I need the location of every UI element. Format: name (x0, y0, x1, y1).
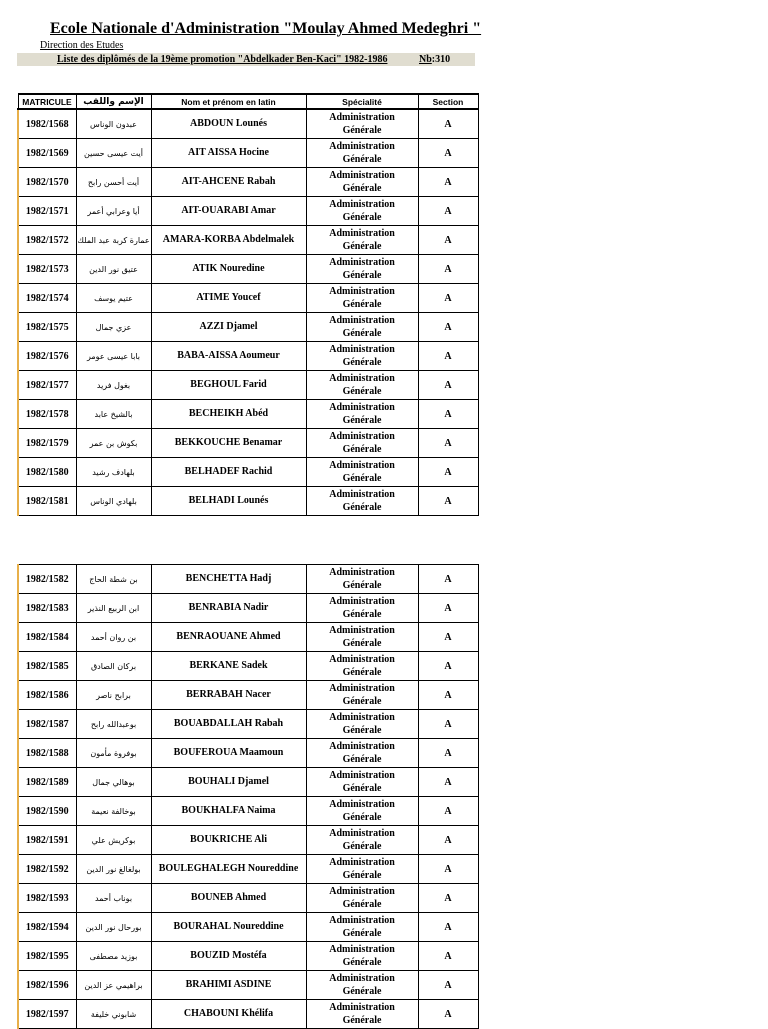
specialite-line-1: Administration (329, 712, 395, 723)
specialite-cell (306, 855, 418, 884)
specialite-line-1: Administration (329, 286, 395, 297)
latin-name-cell: BOUFEROUA Maamoun (151, 739, 306, 768)
specialite-line-1: Administration (329, 199, 395, 210)
latin-name-cell: BEGHOUL Farid (151, 371, 306, 400)
latin-name-cell: BOULEGHALEGH Noureddine (151, 855, 306, 884)
table-header-row (18, 94, 478, 109)
arabic-name-cell: بن روان أحمد (76, 623, 151, 652)
table-row (18, 1000, 478, 1029)
latin-name-cell: BOUABDALLAH Rabah (151, 710, 306, 739)
table-body-part-1 (18, 109, 478, 516)
specialite-line-2: Générale (342, 899, 382, 910)
table-row (18, 739, 478, 768)
arabic-name-cell: بوكريش علي (76, 826, 151, 855)
specialite-line-1: Administration (329, 683, 395, 694)
specialite-cell (306, 284, 418, 313)
specialite-cell (306, 313, 418, 342)
arabic-name-cell: عتيم يوسف (76, 284, 151, 313)
table-row (18, 826, 478, 855)
specialite-cell (306, 942, 418, 971)
specialite-line-1: Administration (329, 170, 395, 181)
arabic-name-cell: برابح ناصر (76, 681, 151, 710)
specialite-line-2: Générale (342, 580, 382, 591)
section-cell: A (418, 565, 478, 594)
matricule-cell: 1982/1588 (18, 739, 76, 768)
specialite-line-2: Générale (342, 415, 382, 426)
section-cell: A (418, 109, 478, 139)
table-row (18, 313, 478, 342)
latin-name-cell: AIT-OUARABI Amar (151, 197, 306, 226)
specialite-line-1: Administration (329, 828, 395, 839)
table-row (18, 139, 478, 168)
specialite-line-1: Administration (329, 257, 395, 268)
arabic-name-cell: بوخالفة نعيمة (76, 797, 151, 826)
latin-name-cell: BOUKRICHE Ali (151, 826, 306, 855)
arabic-name-cell: بورحال نور الدين (76, 913, 151, 942)
specialite-line-2: Générale (342, 812, 382, 823)
latin-name-cell: BENCHETTA Hadj (151, 565, 306, 594)
latin-name-cell: CHABOUNI Khélifa (151, 1000, 306, 1029)
matricule-cell: 1982/1574 (18, 284, 76, 313)
section-cell: A (418, 594, 478, 623)
specialite-line-1: Administration (329, 857, 395, 868)
latin-name-cell: ATIK Nouredine (151, 255, 306, 284)
section-cell: A (418, 139, 478, 168)
matricule-cell: 1982/1596 (18, 971, 76, 1000)
section-cell: A (418, 797, 478, 826)
column-header-matricule: MATRICULE (18, 94, 76, 109)
section-cell: A (418, 623, 478, 652)
latin-name-cell: AZZI Djamel (151, 313, 306, 342)
specialite-cell (306, 768, 418, 797)
specialite-cell (306, 565, 418, 594)
latin-name-cell: BABA-AISSA Aoumeur (151, 342, 306, 371)
graduates-table-part-1 (17, 93, 479, 516)
table-row (18, 284, 478, 313)
specialite-line-2: Générale (342, 125, 382, 136)
specialite-line-2: Générale (342, 841, 382, 852)
section-cell: A (418, 710, 478, 739)
table-row (18, 884, 478, 913)
matricule-cell: 1982/1583 (18, 594, 76, 623)
arabic-name-cell: بابا عيسى عومر (76, 342, 151, 371)
section-cell: A (418, 768, 478, 797)
specialite-line-2: Générale (342, 638, 382, 649)
matricule-cell: 1982/1570 (18, 168, 76, 197)
matricule-cell: 1982/1585 (18, 652, 76, 681)
arabic-name-cell: بلهادي الوناس (76, 487, 151, 516)
specialite-line-2: Générale (342, 725, 382, 736)
arabic-name-cell: بغول فريد (76, 371, 151, 400)
table-row (18, 942, 478, 971)
specialite-cell (306, 826, 418, 855)
arabic-name-cell: بوهالي جمال (76, 768, 151, 797)
specialite-cell (306, 226, 418, 255)
table-row (18, 913, 478, 942)
specialite-line-1: Administration (329, 1002, 395, 1013)
section-cell: A (418, 681, 478, 710)
specialite-line-2: Générale (342, 609, 382, 620)
matricule-cell: 1982/1594 (18, 913, 76, 942)
arabic-name-cell: بركان الصادق (76, 652, 151, 681)
specialite-cell (306, 623, 418, 652)
specialite-line-1: Administration (329, 112, 395, 123)
specialite-line-2: Générale (342, 328, 382, 339)
section-cell: A (418, 168, 478, 197)
specialite-line-2: Générale (342, 667, 382, 678)
arabic-name-cell: أيت أحسن رابح (76, 168, 151, 197)
table-row (18, 797, 478, 826)
specialite-line-1: Administration (329, 741, 395, 752)
table-row (18, 400, 478, 429)
arabic-name-cell: بولغالغ نور الدين (76, 855, 151, 884)
matricule-cell: 1982/1595 (18, 942, 76, 971)
section-cell: A (418, 1000, 478, 1029)
arabic-name-cell: عزي جمال (76, 313, 151, 342)
table-row (18, 855, 478, 884)
specialite-cell (306, 884, 418, 913)
arabic-name-cell: أيت عيسى حسين (76, 139, 151, 168)
graduates-table-part-2 (17, 564, 479, 1029)
document-title: Ecole Nationale d'Administration "Moulay Ahmed Medeghri " (50, 20, 482, 37)
specialite-line-1: Administration (329, 567, 395, 578)
specialite-line-2: Générale (342, 928, 382, 939)
column-header-latin-name: Nom et prénom en latin (151, 94, 306, 109)
matricule-cell: 1982/1589 (18, 768, 76, 797)
latin-name-cell: BRAHIMI ASDINE (151, 971, 306, 1000)
matricule-cell: 1982/1587 (18, 710, 76, 739)
table-row (18, 109, 478, 139)
specialite-cell (306, 109, 418, 139)
arabic-name-cell: بن شطة الحاج (76, 565, 151, 594)
matricule-cell: 1982/1577 (18, 371, 76, 400)
arabic-name-cell: بكوش بن عمر (76, 429, 151, 458)
specialite-line-2: Générale (342, 212, 382, 223)
specialite-cell (306, 168, 418, 197)
specialite-cell (306, 487, 418, 516)
specialite-cell (306, 971, 418, 1000)
table-row (18, 429, 478, 458)
specialite-line-2: Générale (342, 386, 382, 397)
specialite-line-1: Administration (329, 460, 395, 471)
specialite-cell (306, 710, 418, 739)
table-row (18, 342, 478, 371)
latin-name-cell: AIT AISSA Hocine (151, 139, 306, 168)
table-row (18, 458, 478, 487)
direction-label: Direction des Etudes (40, 40, 124, 51)
specialite-line-2: Générale (342, 444, 382, 455)
matricule-cell: 1982/1586 (18, 681, 76, 710)
specialite-line-1: Administration (329, 625, 395, 636)
specialite-cell (306, 739, 418, 768)
matricule-cell: 1982/1569 (18, 139, 76, 168)
arabic-name-cell: شابوني خليفة (76, 1000, 151, 1029)
latin-name-cell: ATIME Youcef (151, 284, 306, 313)
latin-name-cell: BELHADI Lounés (151, 487, 306, 516)
specialite-line-1: Administration (329, 344, 395, 355)
section-cell: A (418, 226, 478, 255)
specialite-cell (306, 139, 418, 168)
table-row (18, 623, 478, 652)
latin-name-cell: AIT-AHCENE Rabah (151, 168, 306, 197)
latin-name-cell: BENRABIA Nadir (151, 594, 306, 623)
table-row (18, 594, 478, 623)
specialite-cell (306, 913, 418, 942)
latin-name-cell: AMARA-KORBA Abdelmalek (151, 226, 306, 255)
table-row (18, 255, 478, 284)
table-body-part-2 (18, 565, 478, 1029)
specialite-line-1: Administration (329, 141, 395, 152)
specialite-line-1: Administration (329, 886, 395, 897)
latin-name-cell: ABDOUN Lounés (151, 109, 306, 139)
specialite-line-2: Générale (342, 154, 382, 165)
specialite-line-2: Générale (342, 502, 382, 513)
matricule-cell: 1982/1582 (18, 565, 76, 594)
specialite-line-1: Administration (329, 770, 395, 781)
arabic-name-cell: ابن الربيع النذير (76, 594, 151, 623)
table-row (18, 168, 478, 197)
specialite-line-1: Administration (329, 596, 395, 607)
matricule-cell: 1982/1584 (18, 623, 76, 652)
specialite-cell (306, 197, 418, 226)
graduate-count-value: :310 (431, 54, 451, 65)
specialite-line-1: Administration (329, 315, 395, 326)
arabic-name-cell: عبدون الوناس (76, 109, 151, 139)
specialite-line-2: Générale (342, 299, 382, 310)
column-header-section: Section (418, 94, 478, 109)
specialite-line-2: Générale (342, 754, 382, 765)
specialite-cell (306, 594, 418, 623)
arabic-name-cell: براهيمي عز الدين (76, 971, 151, 1000)
section-cell: A (418, 855, 478, 884)
specialite-line-2: Générale (342, 270, 382, 281)
arabic-name-cell: بوفروة مأمون (76, 739, 151, 768)
latin-name-cell: BEKKOUCHE Benamar (151, 429, 306, 458)
section-cell: A (418, 739, 478, 768)
matricule-cell: 1982/1576 (18, 342, 76, 371)
matricule-cell: 1982/1592 (18, 855, 76, 884)
arabic-name-cell: بوناب أحمد (76, 884, 151, 913)
latin-name-cell: BELHADEF Rachid (151, 458, 306, 487)
specialite-cell (306, 652, 418, 681)
matricule-cell: 1982/1571 (18, 197, 76, 226)
table-row (18, 226, 478, 255)
specialite-line-1: Administration (329, 973, 395, 984)
table-row (18, 565, 478, 594)
specialite-cell (306, 255, 418, 284)
matricule-cell: 1982/1581 (18, 487, 76, 516)
column-header-specialite: Spécialité (306, 94, 418, 109)
section-cell: A (418, 371, 478, 400)
list-header-bar (17, 53, 475, 66)
specialite-line-1: Administration (329, 373, 395, 384)
matricule-cell: 1982/1591 (18, 826, 76, 855)
section-cell: A (418, 487, 478, 516)
specialite-cell (306, 371, 418, 400)
section-cell: A (418, 971, 478, 1000)
matricule-cell: 1982/1580 (18, 458, 76, 487)
arabic-name-cell: عمارة كربة عبد الملك (76, 226, 151, 255)
list-title: Liste des diplômés de la 19ème promotion "Abdelkader Ben-Kaci" 1982-1986 (57, 54, 388, 65)
latin-name-cell: BERKANE Sadek (151, 652, 306, 681)
specialite-cell (306, 458, 418, 487)
section-cell: A (418, 429, 478, 458)
latin-name-cell: BOUZID Mostéfa (151, 942, 306, 971)
arabic-name-cell: عتيق نور الدين (76, 255, 151, 284)
latin-name-cell: BECHEIKH Abéd (151, 400, 306, 429)
latin-name-cell: BOUKHALFA Naima (151, 797, 306, 826)
latin-name-cell: BOUHALI Djamel (151, 768, 306, 797)
latin-name-cell: BENRAOUANE Ahmed (151, 623, 306, 652)
specialite-line-2: Générale (342, 1015, 382, 1026)
specialite-line-2: Générale (342, 473, 382, 484)
specialite-line-2: Générale (342, 241, 382, 252)
table-row (18, 652, 478, 681)
specialite-line-1: Administration (329, 944, 395, 955)
matricule-cell: 1982/1573 (18, 255, 76, 284)
latin-name-cell: BOUNEB Ahmed (151, 884, 306, 913)
section-cell: A (418, 284, 478, 313)
latin-name-cell: BERRABAH Nacer (151, 681, 306, 710)
table-row (18, 681, 478, 710)
specialite-line-2: Générale (342, 783, 382, 794)
arabic-name-cell: بوعبدالله رابح (76, 710, 151, 739)
matricule-cell: 1982/1579 (18, 429, 76, 458)
arabic-name-cell: أيا وعرابي أعمر (76, 197, 151, 226)
table-row (18, 197, 478, 226)
section-cell: A (418, 197, 478, 226)
specialite-line-1: Administration (329, 228, 395, 239)
specialite-line-2: Générale (342, 696, 382, 707)
table-row (18, 768, 478, 797)
specialite-line-1: Administration (329, 915, 395, 926)
latin-name-cell: BOURAHAL Noureddine (151, 913, 306, 942)
specialite-line-1: Administration (329, 402, 395, 413)
section-cell: A (418, 255, 478, 284)
graduate-count (419, 53, 450, 66)
table-row (18, 710, 478, 739)
specialite-line-2: Générale (342, 183, 382, 194)
matricule-cell: 1982/1572 (18, 226, 76, 255)
section-cell: A (418, 313, 478, 342)
specialite-cell (306, 342, 418, 371)
matricule-cell: 1982/1590 (18, 797, 76, 826)
section-cell: A (418, 942, 478, 971)
section-cell: A (418, 652, 478, 681)
arabic-name-cell: بلهادف رشيد (76, 458, 151, 487)
arabic-name-cell: بالشيخ عابد (76, 400, 151, 429)
section-cell: A (418, 884, 478, 913)
graduate-count-label: Nb (419, 54, 432, 65)
section-cell: A (418, 342, 478, 371)
table-row (18, 971, 478, 1000)
matricule-cell: 1982/1578 (18, 400, 76, 429)
column-header-arabic-name: الإسم واللقب (76, 94, 151, 109)
specialite-cell (306, 797, 418, 826)
specialite-cell (306, 681, 418, 710)
specialite-line-1: Administration (329, 654, 395, 665)
specialite-line-1: Administration (329, 431, 395, 442)
specialite-cell (306, 1000, 418, 1029)
specialite-line-2: Générale (342, 957, 382, 968)
matricule-cell: 1982/1575 (18, 313, 76, 342)
specialite-line-1: Administration (329, 799, 395, 810)
table-row (18, 487, 478, 516)
arabic-name-cell: بوزيد مصطفى (76, 942, 151, 971)
specialite-line-2: Générale (342, 357, 382, 368)
table-row (18, 371, 478, 400)
specialite-cell (306, 400, 418, 429)
section-cell: A (418, 913, 478, 942)
specialite-cell (306, 429, 418, 458)
matricule-cell: 1982/1593 (18, 884, 76, 913)
section-cell: A (418, 400, 478, 429)
matricule-cell: 1982/1568 (18, 109, 76, 139)
specialite-line-2: Générale (342, 986, 382, 997)
section-cell: A (418, 826, 478, 855)
matricule-cell: 1982/1597 (18, 1000, 76, 1029)
section-cell: A (418, 458, 478, 487)
specialite-line-2: Générale (342, 870, 382, 881)
specialite-line-1: Administration (329, 489, 395, 500)
